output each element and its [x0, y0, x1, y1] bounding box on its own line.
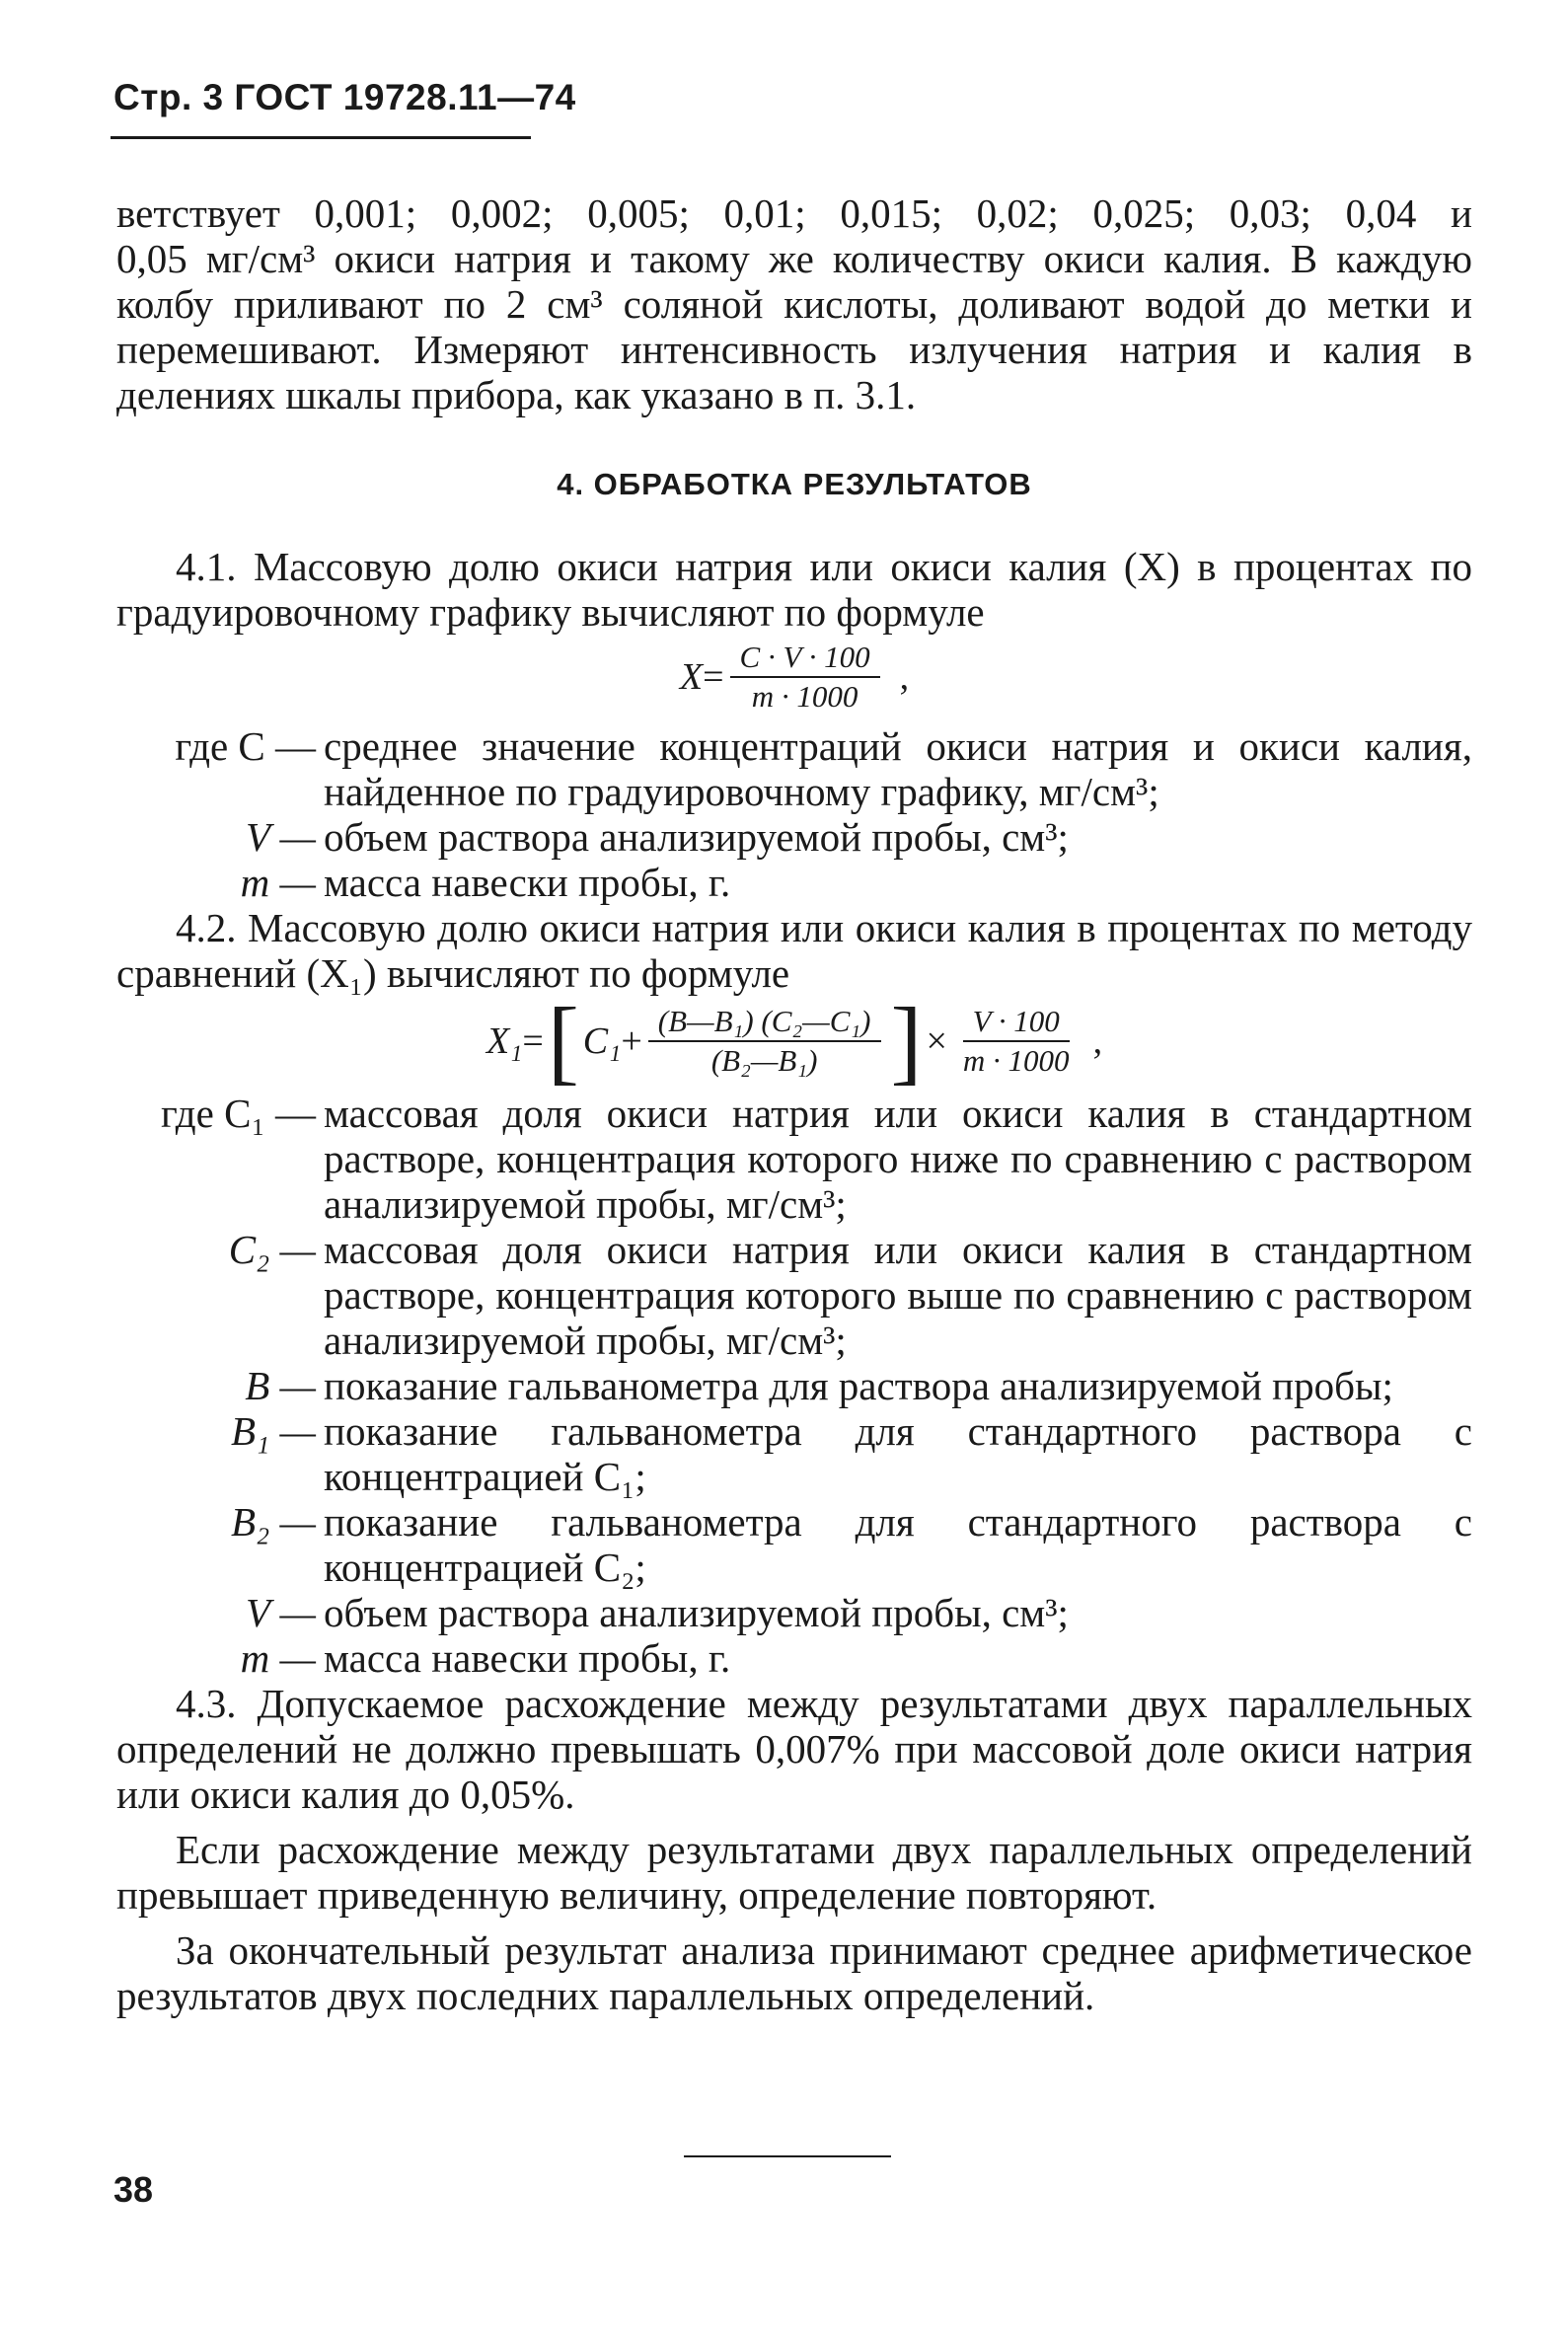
document-body	[116, 190, 1472, 2018]
def-desc: масса навески пробы, г.	[324, 860, 731, 905]
def-sym: где C₁ —	[161, 1091, 316, 1136]
def-sym: V —	[245, 1590, 316, 1635]
definitions-formula-x1	[116, 1091, 1472, 1681]
intro-line-1: ветствует 0,001; 0,002; 0,005; 0,01; 0,015; 0,02; 0,025; 0,03; 0,04 и	[116, 190, 1472, 236]
paragraph-4-1: 4.1. Массовую долю окиси натрия или окиси калия (X) в процентах по градуировочному графику вычисляют по формуле	[116, 544, 1472, 635]
formula-x-lhs: X	[679, 656, 704, 698]
def-sym: C₂ —	[228, 1227, 316, 1272]
def-desc: среднее значение концентраций окиси натрия и окиси калия, найденное по градуировочному графику, мг/см³;	[324, 723, 1472, 814]
formula-x1-times: ×	[926, 1020, 947, 1062]
left-bracket-glyph: [	[547, 988, 579, 1094]
section-title: 4. ОБРАБОТКА РЕЗУЛЬТАТОВ	[557, 467, 1032, 501]
formula-x-eq: =	[703, 656, 724, 698]
def-desc: показание гальванометра для стандартного раствора с концентрацией C₁;	[324, 1408, 1472, 1499]
def-sym: B₁ —	[230, 1408, 316, 1454]
formula-x1-fraction	[648, 1005, 881, 1078]
definitions-formula-x	[116, 723, 1472, 905]
formula-x1-plus: +	[621, 1020, 642, 1062]
def-sym: B —	[245, 1363, 316, 1408]
right-bracket-glyph: ]	[890, 988, 923, 1094]
formula-x1-eq: =	[522, 1020, 544, 1062]
def-desc: показание гальванометра для стандартного раствора с концентрацией C₂;	[324, 1499, 1472, 1590]
formula-x	[116, 641, 1472, 714]
def-sym: m —	[240, 1635, 316, 1681]
def-sym: B₂ —	[230, 1499, 316, 1545]
paragraph-4-2: 4.2. Массовую долю окиси натрия или окиси калия в процентах по методу сравнений (X₁) вычисляют по формуле	[116, 905, 1472, 996]
formula-x1-lhs: X₁	[485, 1020, 523, 1062]
paragraph-4-3-repeat: Если расхождение между результатами двух параллельных определений превышает приведенную величину, определение повторяют.	[116, 1827, 1472, 1918]
formula-x1	[116, 988, 1472, 1094]
formula-x1-denominator-2: m · 1000	[962, 1043, 1070, 1078]
formula-x-fraction	[730, 641, 880, 714]
page-number: 38	[113, 2169, 154, 2210]
def-sym: где C —	[175, 723, 316, 769]
def-desc: объем раствора анализируемой пробы, см³;	[324, 814, 1069, 860]
def-desc: масса навески пробы, г.	[324, 1635, 731, 1681]
formula-x1-c1: C₁	[582, 1020, 622, 1062]
formula-x1-numerator-2: V · 100	[963, 1005, 1070, 1042]
formula-x1-tail: ,	[1092, 1020, 1103, 1062]
formula-x1-denominator: (B₂—B₁)	[710, 1043, 818, 1078]
paragraph-4-3: 4.3. Допускаемое расхождение между результатами двух параллельных определений не должно превышать 0,007% при массовой доле окиси натрия или окиси калия до 0,05%.	[116, 1681, 1472, 1817]
formula-x1-fraction-2	[953, 1005, 1080, 1078]
formula-x1-numerator: (B—B₁) (C₂—C₁)	[648, 1005, 881, 1042]
def-desc: показание гальванометра для раствора анализируемой пробы;	[324, 1363, 1393, 1408]
def-desc: объем раствора анализируемой пробы, см³;	[324, 1590, 1069, 1635]
page-header: Стр. 3 ГОСТ 19728.11—74	[113, 77, 576, 117]
def-desc: массовая доля окиси натрия или окиси калия в стандартном растворе, концентрация которого выше по сравнению с раствором анализируемой пробы, мг/см³;	[324, 1227, 1472, 1363]
def-sym: m —	[240, 860, 316, 905]
paragraph-4-3-final: За окончательный результат анализа принимают среднее арифметическое результатов двух последних параллельных определений.	[116, 1927, 1472, 2018]
end-rule	[684, 2155, 891, 2157]
formula-x-tail: ,	[899, 656, 910, 698]
formula-x-denominator: m · 1000	[751, 679, 859, 714]
def-desc: массовая доля окиси натрия или окиси калия в стандартном растворе, концентрация которого ниже по сравнению с раствором анализируемой пробы, мг/см³;	[324, 1091, 1472, 1227]
def-sym: V —	[245, 814, 316, 860]
header-rule	[111, 136, 531, 139]
formula-x-numerator: C · V · 100	[730, 641, 880, 678]
intro-paragraph: 0,05 мг/см³ окиси натрия и такому же количеству окиси калия. В каждую колбу приливают по 2 см³ соляной кислоты, доливают водой до метки и перемешивают. Измеряют интенсивность излучения натрия и калия в делениях шкалы прибора, как указано в п. 3.1.	[116, 236, 1472, 417]
